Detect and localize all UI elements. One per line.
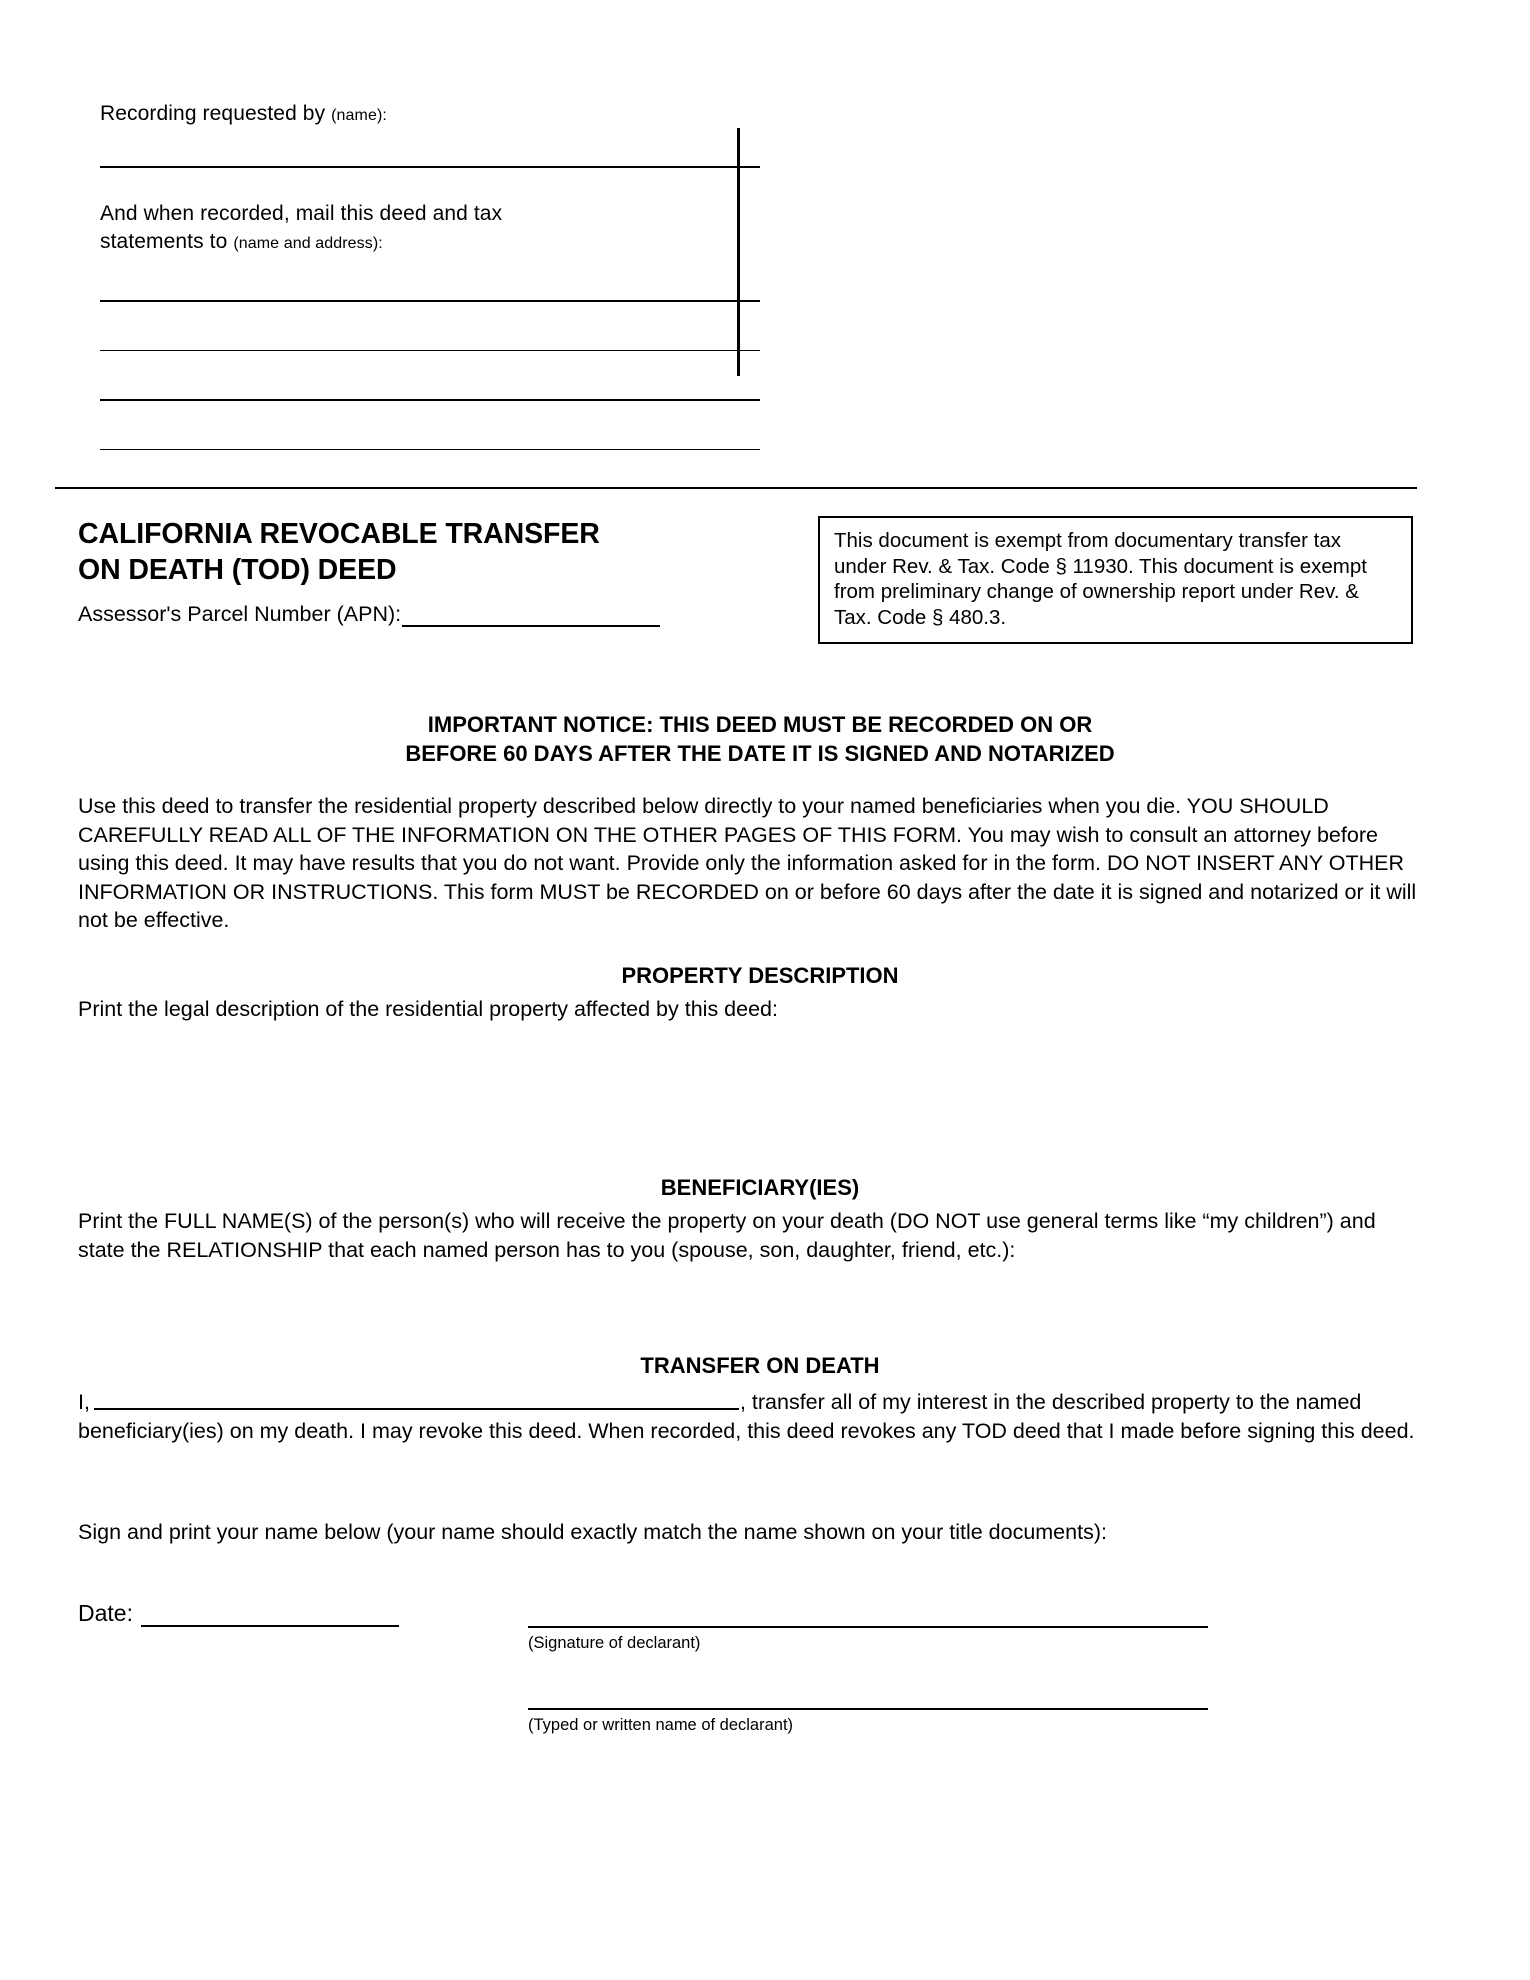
recording-vertical-divider [737, 128, 740, 376]
beneficiaries-instruction: Print the FULL NAME(S) of the person(s) who will receive the property on your death (DO NOT use general terms like “my children”) and state the RELATIONSHIP that each named person has to you (spouse, son, daughter, friend, etc.): [78, 1209, 1376, 1262]
important-notice [80, 710, 1440, 768]
tax-exemption-text: This document is exempt from documentary transfer tax under Rev. & Tax. Code § 11930. This document is exempt from preliminary change of ownership report under Rev. & Tax. Code § 480.3. [834, 529, 1367, 629]
mail-to-line-4[interactable] [100, 449, 760, 450]
typed-name-caption: (Typed or written name of declarant) [528, 1716, 794, 1734]
tax-exemption-box [818, 516, 1413, 644]
recording-requested-by-label [100, 100, 760, 130]
transfer-on-death-text: , transfer all of my interest in the described property to the named beneficiary(ies) on my death. I may revoke this deed. When recorded, this deed revokes any TOD deed that I made before signing this deed. [78, 1390, 1415, 1443]
recording-request-block [100, 100, 760, 450]
mail-to-hint: (name and address): [233, 235, 383, 252]
sign-instruction: Sign and print your name below (your name should exactly match the name shown on your title documents): [78, 1520, 1107, 1544]
apn-input-blank[interactable] [402, 607, 660, 627]
property-description-instruction: Print the legal description of the residential property affected by this deed: [78, 997, 778, 1021]
date-row [78, 1600, 399, 1627]
page-title-line1: CALIFORNIA REVOCABLE TRANSFER [78, 518, 600, 550]
transfer-on-death-heading: TRANSFER ON DEATH [640, 1353, 880, 1378]
date-label: Date: [78, 1600, 133, 1626]
mail-to-label-line2 [100, 228, 760, 258]
signature-line[interactable] [528, 1626, 1208, 1628]
transfer-on-death-prefix: I, [78, 1390, 90, 1414]
recording-requested-by-hint: (name): [331, 107, 387, 124]
typed-name-line[interactable] [528, 1708, 1208, 1710]
declarant-name-blank[interactable] [94, 1392, 739, 1410]
beneficiaries-heading: BENEFICIARY(IES) [660, 1175, 860, 1200]
intro-paragraph: Use this deed to transfer the residential property described below directly to your named beneficiaries when you die. YOU SHOULD CAREFULLY READ ALL OF THE INFORMATION ON THE OTHER PAGES OF THIS FORM. You may wish to consult an attorney before using this deed. It may have results that you do not want. Provide only the information asked for in the form. DO NOT INSERT ANY OTHER INFORMATION OR INSTRUCTIONS. This form MUST be RECORDED on or before 60 days after the date it is signed and notarized or it will not be effective. [78, 794, 1417, 932]
mail-to-label-line1: And when recorded, mail this deed and tax [100, 202, 503, 225]
date-input-blank[interactable] [141, 1605, 399, 1627]
signature-caption: (Signature of declarant) [528, 1634, 701, 1652]
page-title-line2: ON DEATH (TOD) DEED [78, 554, 397, 586]
apn-row [78, 602, 778, 627]
apn-label: Assessor's Parcel Number (APN): [78, 602, 402, 626]
title-block [78, 516, 778, 627]
recording-requested-by-text: Recording requested by [100, 102, 326, 125]
important-notice-line2: BEFORE 60 DAYS AFTER THE DATE IT IS SIGNED AND NOTARIZED [405, 741, 1115, 766]
header-horizontal-separator [55, 487, 1417, 489]
important-notice-line1: IMPORTANT NOTICE: THIS DEED MUST BE RECORDED ON OR [427, 712, 1093, 737]
mail-to-label-text: statements to [100, 230, 228, 253]
property-description-heading: PROPERTY DESCRIPTION [621, 963, 899, 988]
transfer-on-death-paragraph [78, 1388, 1428, 1446]
